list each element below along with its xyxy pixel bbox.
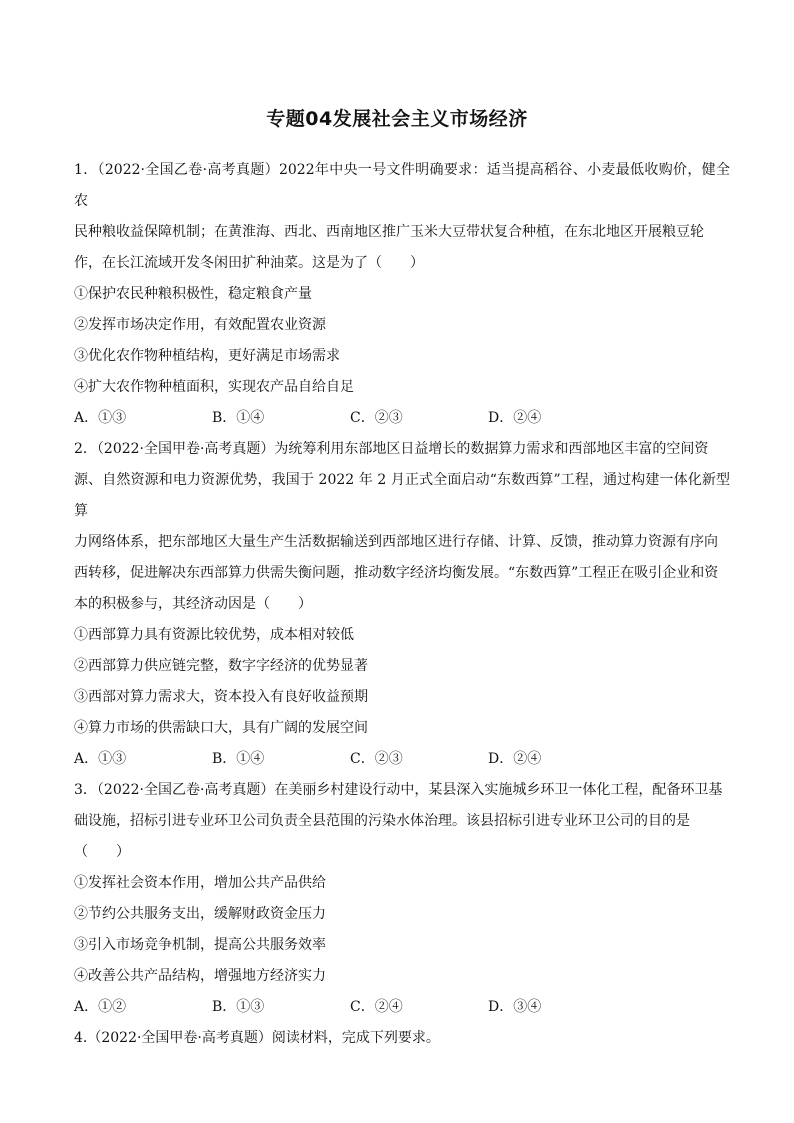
statement-option: ③引入市场竞争机制，提高公共服务效率 xyxy=(74,937,326,953)
statement-option: ②西部算力供应链完整，数字字经济的优势显著 xyxy=(74,658,368,674)
question-2 xyxy=(74,434,730,775)
statement-option: ④算力市场的供需缺口大，具有广阔的发展空间 xyxy=(74,720,368,736)
question-stem-line: 力网络体系，把东部地区大量生产生活数据输送到西部地区进行存储、计算、反馈，推动算力资源有序向 xyxy=(74,534,718,550)
question-stem-line: 3．（2022·全国乙卷·高考真题）在美丽乡村建设行动中，某县深入实施城乡环卫一体化工程，配备环卫基 xyxy=(74,782,723,798)
choice-c: C．②④ xyxy=(350,999,403,1015)
page-title: 专题04发展社会主义市场经济 xyxy=(266,108,528,130)
question-4 xyxy=(74,1023,730,1054)
answer-choices xyxy=(74,744,730,775)
question-stem-line: 民种粮收益保障机制；在黄淮海、西北、西南地区推广玉米大豆带状复合种植，在东北地区开展粮豆轮 xyxy=(74,224,704,240)
choice-a: A．①③ xyxy=(74,410,127,426)
choice-b: B．①③ xyxy=(212,999,265,1015)
choice-b: B．①④ xyxy=(212,410,265,426)
question-stem-line: 西转移，促进解决东西部算力供需失衡问题，推动数字经济均衡发展。“东数西算”工程正在吸引企业和资 xyxy=(74,565,719,581)
choice-d: D．②④ xyxy=(488,410,542,426)
question-stem-line: 础设施，招标引进专业环卫公司负责全县范围的污染水体治理。该县招标引进专业环卫公司的目的是 xyxy=(74,813,690,829)
answer-choices xyxy=(74,403,730,434)
statement-option: ②发挥市场决定作用，有效配置农业资源 xyxy=(74,317,326,333)
question-stem-line: 作，在长江流域开发冬闲田扩种油菜。这是为了（ ） xyxy=(74,255,424,271)
statement-option: ②节约公共服务支出，缓解财政资金压力 xyxy=(74,906,326,922)
statement-option: ③西部对算力需求大，资本投入有良好收益预期 xyxy=(74,689,368,705)
question-stem-line: （ ） xyxy=(74,844,130,860)
question-1 xyxy=(74,155,730,434)
statement-option: ④扩大农作物种植面积，实现农产品自给自足 xyxy=(74,379,354,395)
question-stem-line: 1．（2022·全国乙卷·高考真题）2022年中央一号文件明确要求：适当提高稻谷、小麦最低收购价，健全农 xyxy=(74,162,730,209)
answer-choices xyxy=(74,992,730,1023)
question-stem-line: 4.（2022·全国甲卷·高考真题）阅读材料，完成下列要求。 xyxy=(74,1030,440,1046)
question-stem-line: 源、自然资源和电力资源优势，我国于 2022 年 2 月正式全面启动“东数西算”工程，通过构建一体化新型算 xyxy=(74,472,730,519)
choice-c: C．②③ xyxy=(350,751,403,767)
question-stem-line: 本的积极参与，其经济动因是（ ） xyxy=(74,596,312,612)
question-stem-line: 2．（2022·全国甲卷·高考真题）为统筹利用东部地区日益增长的数据算力需求和西部地区丰富的空间资 xyxy=(74,441,709,457)
choice-a: A．①② xyxy=(74,999,127,1015)
question-3 xyxy=(74,775,730,1023)
statement-option: ①发挥社会资本作用，增加公共产品供给 xyxy=(74,875,326,891)
statement-option: ③优化农作物种植结构，更好满足市场需求 xyxy=(74,348,340,364)
statement-option: ①西部算力具有资源比较优势，成本相对较低 xyxy=(74,627,354,643)
choice-b: B．①④ xyxy=(212,751,265,767)
choice-c: C．②③ xyxy=(350,410,403,426)
choice-a: A．①③ xyxy=(74,751,127,767)
statement-option: ①保护农民种粮积极性，稳定粮食产量 xyxy=(74,286,312,302)
choice-d: D．③④ xyxy=(488,999,542,1015)
choice-d: D．②④ xyxy=(488,751,542,767)
question-list xyxy=(74,155,730,1054)
statement-option: ④改善公共产品结构，增强地方经济实力 xyxy=(74,968,326,984)
